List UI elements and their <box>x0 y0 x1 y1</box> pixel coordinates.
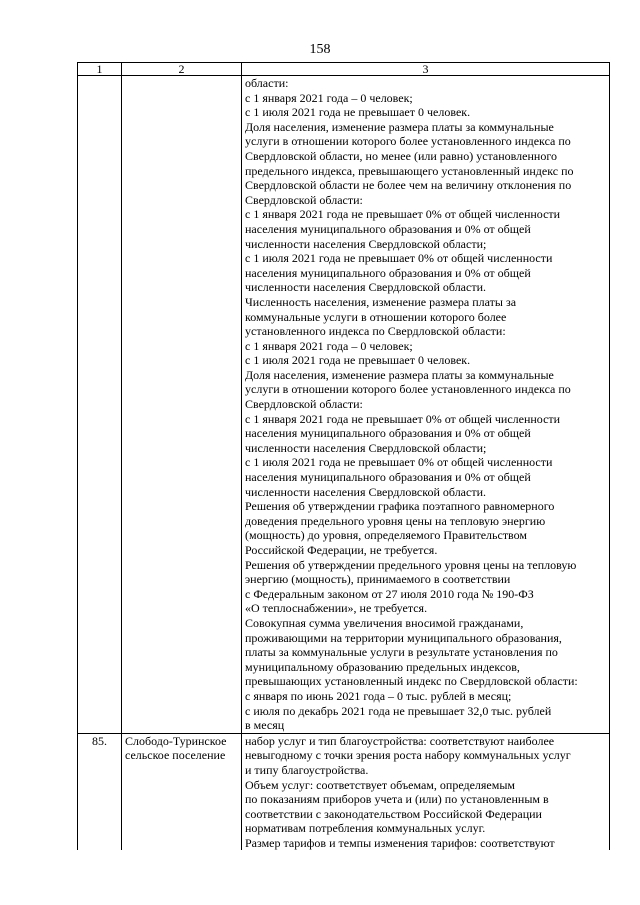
text-line: в месяц <box>245 718 285 733</box>
text-line: населения муниципального образования и 0% от общей <box>245 470 531 485</box>
text-line: Объем услуг: соответствует объемам, определяемым <box>245 777 516 792</box>
text-line: Свердловской области: <box>245 192 363 207</box>
text-line: «О теплоснабжении», не требуется. <box>245 601 428 616</box>
text-line: численности населения Свердловской области; <box>245 236 487 251</box>
text-line: Свердловской области: <box>245 397 363 412</box>
text-line: области: <box>245 76 289 90</box>
text-line: проживающими на территории муниципального образования, <box>245 630 562 645</box>
text-line: Доля населения, изменение размера платы за коммунальные <box>245 367 554 382</box>
text-line: Решения об утверждении графика поэтапного равномерного <box>245 499 555 514</box>
text-line: населения муниципального образования и 0% от общей <box>245 426 531 441</box>
text-line: невыгодному с точки зрения роста набору коммунальных услуг <box>245 748 571 763</box>
text-line: с 1 июля 2021 года не превышает 0 человек. <box>245 353 471 368</box>
text-line: предельного индекса, превышающего установленный индекс по <box>245 163 574 178</box>
text-line: с 1 января 2021 года – 0 человек; <box>245 90 413 105</box>
text-line: численности населения Свердловской области. <box>245 280 486 295</box>
text-line: с января по июнь 2021 года – 0 тыс. рублей в месяц; <box>245 688 512 703</box>
text-line: Решения об утверждении предельного уровня цены на тепловую <box>245 557 577 572</box>
row-number: 85. <box>78 733 122 850</box>
text-line: Доля населения, изменение размера платы за коммунальные <box>245 119 554 134</box>
text-line: услуги в отношении которого более установленного индекса по <box>245 134 571 149</box>
text-line: установленного индекса по Свердловской области: <box>245 324 506 339</box>
name-line: Слободо-Туринское <box>125 733 227 748</box>
text-line: численности населения Свердловской области. <box>245 484 486 499</box>
text-line: с 1 января 2021 года – 0 человек; <box>245 338 413 353</box>
header-col-1: 1 <box>78 63 122 76</box>
text-line: с июля по декабрь 2021 года не превышает 32,0 тыс. рублей <box>245 703 552 718</box>
header-col-2: 2 <box>122 63 242 76</box>
text-line: Российской Федерации, не требуется. <box>245 543 438 557</box>
text-line: превышающих установленный индекс по Свердловской области: <box>245 674 578 689</box>
name-line: сельское поселение <box>125 748 226 763</box>
text-line: доведения предельного уровня цены на тепловую энергию <box>245 513 546 528</box>
text-line: с Федеральным законом от 27 июля 2010 года № 190-ФЗ <box>245 586 534 601</box>
row-description <box>242 76 610 734</box>
text-line: по показаниям приборов учета и (или) по установленным в <box>245 792 549 807</box>
row-description <box>242 733 610 850</box>
text-line: энергию (мощность), принимаемого в соответствии <box>245 572 511 587</box>
text-line: с 1 июля 2021 года не превышает 0 человек. <box>245 105 471 120</box>
text-line: Свердловской области не более чем на величину отклонения по <box>245 178 572 193</box>
table-header-row <box>78 63 610 76</box>
table-row <box>78 76 610 734</box>
text-line: (мощность) до уровня, определяемого Правительством <box>245 528 528 543</box>
text-line: услуги в отношении которого более установленного индекса по <box>245 382 571 397</box>
text-line: соответствии с законодательством Российской Федерации <box>245 806 542 821</box>
text-line: набор услуг и тип благоустройства: соответствуют наиболее <box>245 733 555 748</box>
municipality-name <box>122 733 242 850</box>
municipality-name <box>122 76 242 734</box>
text-line: муниципальному образованию предельных индексов, <box>245 659 520 674</box>
table-row <box>78 733 610 850</box>
text-line: платы за коммунальные услуги в результате установления по <box>245 645 558 660</box>
page-number: 158 <box>309 42 331 57</box>
text-line: коммунальные услуги в отношении которого более <box>245 309 507 324</box>
text-line: нормативам потребления коммунальных услуг. <box>245 821 486 836</box>
text-line: населения муниципального образования и 0% от общей <box>245 265 531 280</box>
text-line: с 1 июля 2021 года не превышает 0% от общей численности <box>245 251 553 266</box>
row-number <box>78 76 122 734</box>
text-line: Размер тарифов и темпы изменения тарифов: соответствуют <box>245 835 555 850</box>
header-col-3: 3 <box>242 63 610 76</box>
text-line: населения муниципального образования и 0% от общей <box>245 221 531 236</box>
text-line: с 1 июля 2021 года не превышает 0% от общей численности <box>245 455 553 470</box>
text-line: Свердловской области, но менее (или равно) установленного <box>245 148 557 163</box>
text-line: численности населения Свердловской области; <box>245 440 487 455</box>
document-table <box>77 62 610 850</box>
text-line: с 1 января 2021 года не превышает 0% от общей численности <box>245 207 561 222</box>
text-line: Численность населения, изменение размера платы за <box>245 294 517 309</box>
text-line: Совокупная сумма увеличения вносимой гражданами, <box>245 615 524 630</box>
text-line: с 1 января 2021 года не превышает 0% от общей численности <box>245 411 561 426</box>
text-line: и типу благоустройства. <box>245 762 369 777</box>
